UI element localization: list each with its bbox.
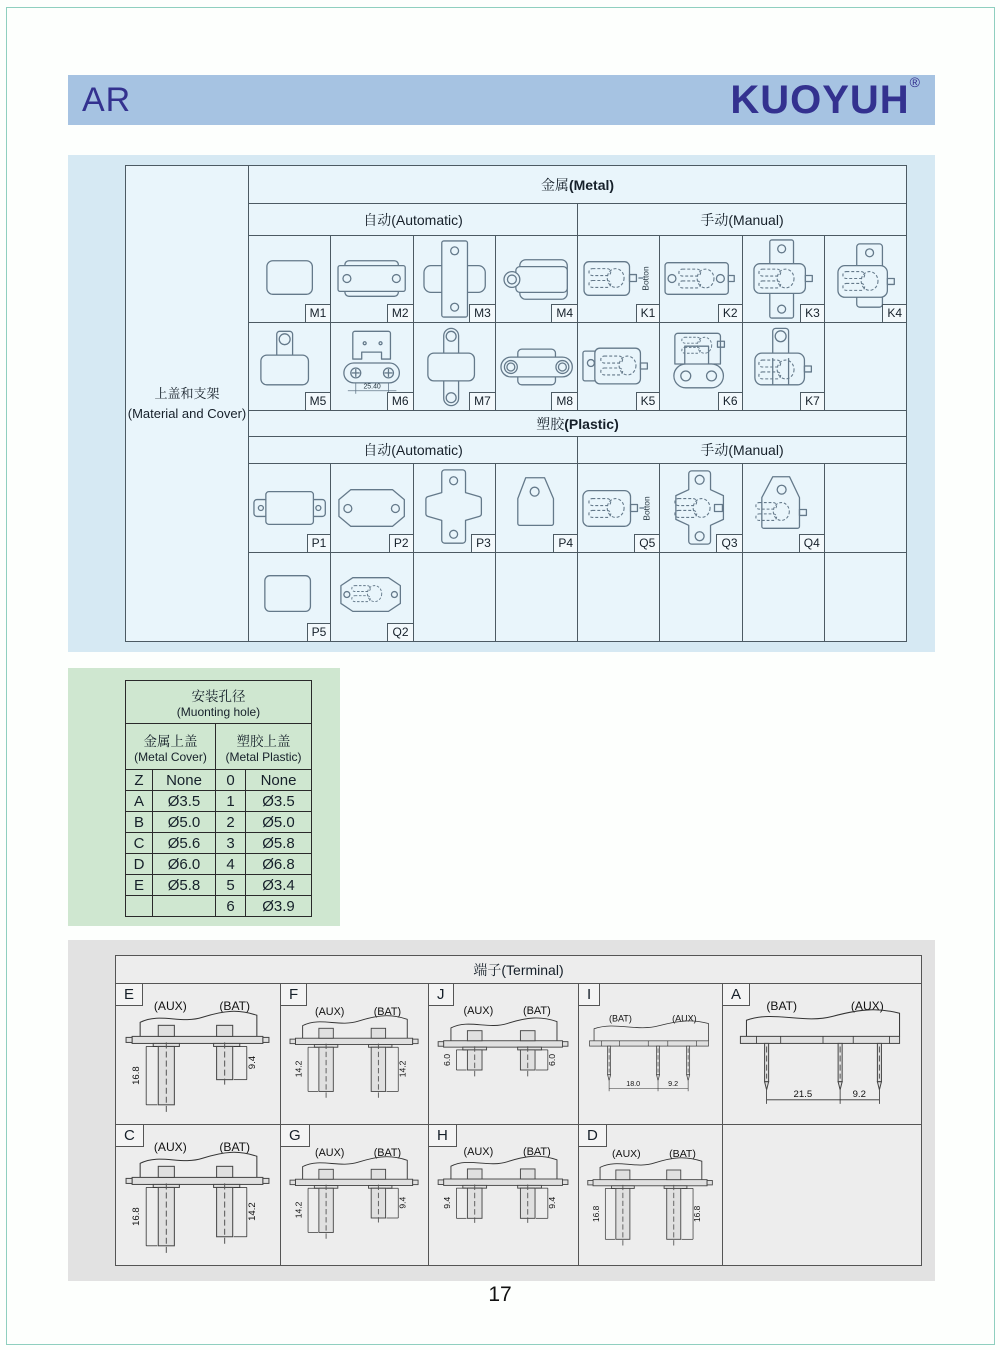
mount-value: None	[153, 770, 216, 791]
material-cover-section	[68, 155, 935, 652]
svg-text:16.8: 16.8	[692, 1205, 703, 1222]
terminal-cell-G	[281, 1125, 429, 1266]
terminal-cell-C	[116, 1125, 281, 1266]
part-cell-m4	[496, 236, 578, 323]
m6-dimension: 25.40	[363, 383, 382, 391]
terminal-code-H: H	[429, 1125, 457, 1147]
part-label-k2: K2	[718, 304, 742, 322]
svg-text:(AUX): (AUX)	[463, 1005, 494, 1018]
part-label-m5: M5	[305, 392, 331, 410]
svg-text:9.2: 9.2	[668, 1079, 679, 1088]
row-label-cn: 上盖和支架	[154, 386, 220, 401]
svg-text:(AUX): (AUX)	[463, 1146, 494, 1159]
part-cell-p5	[249, 553, 331, 642]
mount-value: Ø5.0	[246, 812, 312, 833]
part-cell-m6	[331, 323, 413, 411]
terminal-cell-F	[281, 984, 429, 1125]
series-title: AR	[82, 80, 132, 119]
svg-text:16.8: 16.8	[131, 1207, 143, 1226]
terminal-code-E: E	[116, 984, 143, 1006]
mount-code: 4	[216, 854, 246, 875]
plastic-automatic-header: 自动 (Automatic)	[249, 437, 578, 464]
material-cover-row-label	[126, 166, 249, 642]
svg-text:16.8: 16.8	[591, 1205, 602, 1222]
part-label-k7: K7	[800, 392, 824, 410]
svg-text:9.4: 9.4	[397, 1196, 408, 1209]
terminal-code-G: G	[281, 1125, 310, 1147]
plastic-cover-column-header: 塑胶上盖 (Metal Plastic)	[216, 724, 312, 770]
part-cell-q2	[331, 553, 413, 642]
svg-text:14.2: 14.2	[293, 1060, 304, 1078]
part-label-q3: Q3	[716, 534, 741, 552]
terminal-cell-H	[429, 1125, 579, 1266]
metal-automatic-header: 自动 (Automatic)	[249, 204, 578, 236]
mount-code: 1	[216, 791, 246, 812]
svg-text:(AUX): (AUX)	[612, 1147, 641, 1160]
svg-text:(BAT): (BAT)	[219, 1140, 251, 1155]
svg-text:(AUX): (AUX)	[672, 1013, 697, 1024]
svg-text:(BAT): (BAT)	[522, 1005, 551, 1018]
part-cell-k3	[743, 236, 825, 323]
mount-value: Ø3.4	[246, 875, 312, 896]
terminal-I-drawing	[579, 984, 722, 1124]
part-cell-m3	[414, 236, 496, 323]
empty-cell	[825, 464, 907, 553]
svg-text:(AUX): (AUX)	[314, 1146, 345, 1159]
svg-text:(BAT): (BAT)	[766, 999, 798, 1014]
mount-value: Ø5.0	[153, 812, 216, 833]
terminal-code-F: F	[281, 984, 307, 1006]
mount-code: 0	[216, 770, 246, 791]
terminal-table	[115, 955, 922, 1266]
svg-text:21.5: 21.5	[793, 1088, 813, 1100]
svg-text:9.4: 9.4	[547, 1196, 558, 1209]
svg-text:(AUX): (AUX)	[153, 1140, 187, 1155]
part-label-p4: P4	[553, 534, 577, 552]
svg-text:14.2: 14.2	[246, 1202, 258, 1221]
part-cell-q3	[660, 464, 742, 553]
mount-code: A	[126, 791, 153, 812]
svg-text:(BAT): (BAT)	[669, 1147, 696, 1160]
part-cell-m5	[249, 323, 331, 411]
svg-text:(BAT): (BAT)	[219, 999, 251, 1014]
metal-cover-column-header: 金属上盖 (Metal Cover)	[126, 724, 216, 770]
svg-text:(AUX): (AUX)	[153, 999, 187, 1014]
metal-manual-header: 手动 (Manual)	[578, 204, 907, 236]
page-header	[68, 75, 935, 125]
mount-value: Ø3.9	[246, 896, 312, 917]
part-label-p2: P2	[389, 534, 413, 552]
terminal-code-D: D	[579, 1125, 607, 1147]
empty-cell	[825, 323, 907, 411]
metal-header-cn: 金属	[540, 176, 569, 193]
mount-value: Ø6.8	[246, 854, 312, 875]
terminal-code-J: J	[429, 984, 454, 1006]
svg-text:18.0: 18.0	[626, 1079, 641, 1088]
mount-value: Ø6.0	[153, 854, 216, 875]
part-label-m8: M8	[551, 392, 577, 410]
mounting-hole-section	[68, 668, 340, 926]
botton-label: Botton	[640, 266, 651, 291]
part-cell-m2	[331, 236, 413, 323]
terminal-code-A: A	[723, 984, 750, 1006]
mounting-hole-table	[125, 680, 312, 917]
part-label-q4: Q4	[799, 534, 824, 552]
terminal-cell-I	[579, 984, 723, 1125]
mount-code: C	[126, 833, 153, 854]
mount-value: Ø3.5	[153, 791, 216, 812]
part-label-k4: K4	[882, 304, 906, 322]
part-cell-p3	[414, 464, 496, 553]
part-label-k3: K3	[800, 304, 824, 322]
mount-code: B	[126, 812, 153, 833]
part-cell-p4	[496, 464, 578, 553]
brand-name: KUOYUH	[730, 78, 910, 122]
part-label-m7: M7	[469, 392, 495, 410]
part-label-m6: M6	[387, 392, 413, 410]
empty-cell	[496, 553, 578, 642]
mount-code: 6	[216, 896, 246, 917]
mount-value: Ø3.5	[246, 791, 312, 812]
part-label-p5: P5	[307, 623, 331, 641]
part-cell-p1	[249, 464, 331, 553]
empty-cell	[743, 553, 825, 642]
mount-value: None	[246, 770, 312, 791]
mount-code: 5	[216, 875, 246, 896]
svg-text:16.8: 16.8	[131, 1066, 143, 1085]
brand-logo	[730, 73, 921, 122]
svg-text:(BAT): (BAT)	[373, 1005, 402, 1018]
part-label-m2: M2	[387, 304, 413, 322]
mount-value: Ø5.8	[153, 875, 216, 896]
metal-header	[249, 166, 907, 204]
terminal-cell-D	[579, 1125, 723, 1266]
empty-cell	[660, 553, 742, 642]
plastic-header-en: (Plastic)	[564, 415, 619, 432]
part-label-k6: K6	[718, 392, 742, 410]
terminal-A-drawing	[723, 984, 921, 1124]
svg-text:9.2: 9.2	[852, 1088, 866, 1100]
plastic-header-cn: 塑胶	[536, 415, 565, 432]
empty-terminal-cell	[723, 1125, 922, 1266]
svg-text:(BAT): (BAT)	[608, 1013, 632, 1024]
part-label-q2: Q2	[387, 623, 412, 641]
mount-code	[126, 896, 153, 917]
terminal-title: 端子 (Terminal)	[116, 956, 922, 984]
empty-cell	[414, 553, 496, 642]
svg-text:14.2: 14.2	[293, 1201, 304, 1219]
mount-code: 2	[216, 812, 246, 833]
part-cell-p2	[331, 464, 413, 553]
part-cell-k7	[743, 323, 825, 411]
part-cell-q4	[743, 464, 825, 553]
plastic-header	[249, 411, 907, 437]
part-label-p3: P3	[471, 534, 495, 552]
part-label-p1: P1	[307, 534, 331, 552]
svg-text:(AUX): (AUX)	[850, 999, 884, 1014]
svg-text:(AUX): (AUX)	[314, 1005, 345, 1018]
terminal-section	[68, 940, 935, 1281]
svg-text:6.0: 6.0	[442, 1053, 453, 1066]
part-label-m1: M1	[305, 304, 331, 322]
svg-text:(BAT): (BAT)	[522, 1146, 551, 1159]
part-cell-m7	[414, 323, 496, 411]
part-cell-m1	[249, 236, 331, 323]
part-cell-k6	[660, 323, 742, 411]
svg-text:9.4: 9.4	[442, 1196, 453, 1209]
mount-code: 3	[216, 833, 246, 854]
metal-header-en: (Metal)	[568, 176, 615, 193]
material-cover-table	[125, 165, 907, 642]
mount-code: E	[126, 875, 153, 896]
empty-cell	[578, 553, 660, 642]
mounting-title: 安装孔径 (Muonting hole)	[126, 681, 312, 724]
empty-cell	[825, 553, 907, 642]
part-cell-k4	[825, 236, 907, 323]
part-label-k1: K1	[636, 304, 660, 322]
mount-value: Ø5.8	[246, 833, 312, 854]
svg-text:9.4: 9.4	[246, 1055, 258, 1070]
part-cell-q5	[578, 464, 660, 553]
terminal-code-C: C	[116, 1125, 144, 1147]
svg-text:14.2: 14.2	[397, 1060, 408, 1078]
terminal-cell-A	[723, 984, 922, 1125]
part-cell-k5	[578, 323, 660, 411]
terminal-cell-E	[116, 984, 281, 1125]
registered-mark: ®	[909, 73, 921, 90]
part-label-k5: K5	[636, 392, 660, 410]
part-cell-k2	[660, 236, 742, 323]
part-cell-m8	[496, 323, 578, 411]
mount-value: Ø5.6	[153, 833, 216, 854]
plastic-manual-header: 手动 (Manual)	[578, 437, 907, 464]
part-cell-k1	[578, 236, 660, 323]
page-number: 17	[488, 1283, 512, 1306]
part-label-m3: M3	[469, 304, 495, 322]
part-label-q5: Q5	[634, 534, 659, 552]
svg-text:(BAT): (BAT)	[373, 1146, 402, 1159]
mount-value	[153, 896, 216, 917]
part-label-m4: M4	[551, 304, 577, 322]
botton-label: Botton	[641, 496, 652, 521]
svg-text:6.0: 6.0	[547, 1053, 558, 1066]
terminal-cell-J	[429, 984, 579, 1125]
mount-code: Z	[126, 770, 153, 791]
terminal-code-I: I	[579, 984, 600, 1006]
row-label-en: (Material and Cover)	[127, 405, 247, 421]
mount-code: D	[126, 854, 153, 875]
